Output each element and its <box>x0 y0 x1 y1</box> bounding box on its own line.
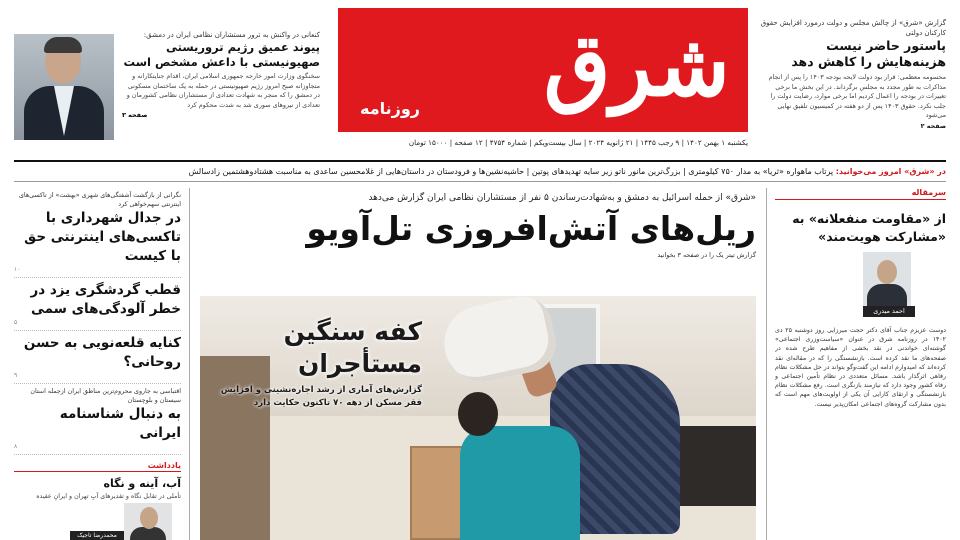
note-author-photo <box>124 503 172 540</box>
hero-subtitle: گزارش‌های آماری از رشد اجاره‌نشینی و افزایش فقر مسکن از دهه ۷۰ تاکنون حکایت دارد <box>220 385 422 408</box>
left-story-page: ۸ <box>14 443 18 450</box>
editorial-title[interactable]: از «مقاومت منفعلانه» به «مشارکت هویت‌مند» <box>792 211 946 244</box>
left-story[interactable] <box>14 278 181 331</box>
top-left-page-ref: صفحه ۳ <box>122 111 148 119</box>
note-section-label: یادداشت <box>14 461 181 472</box>
note-subtitle: تأملی در تقابل نگاه و تقدیرهای آبِ تهران و ایرانِ عقیده <box>36 493 181 500</box>
left-story-headline: به دنبال شناسنامه ایرانی <box>59 406 181 441</box>
left-story-headline: قطب گردشگری یزد در خطر آلودگی‌های سمی <box>30 282 181 317</box>
note-author-box <box>14 503 181 540</box>
left-story[interactable] <box>14 331 181 384</box>
left-column <box>14 188 190 540</box>
hero-title-line2: مستأجران <box>298 349 422 378</box>
editorial-body: دوست عزیزم جناب آقای دکتر حجت میرزایی روز دوشنبه ۲۵ دی ۱۴۰۲ در روزنامه شرق در عنوان «سیاست‌وزری اجتماعی» گوشته‌ای خواندنی در نقد بخشی از مفاهیم طرح شده در صفحه‌های ما نقد کرده است. بازنشستگی را که در مقاله‌ای نقد کرده‌اند که امیدوارم ادامه این گفت‌وگو بتواند در حل مشکلات نظام رفاهی اثرگذار باشد. مسائل متعددی در نظام تأمین اجتماعی و رفاه کشور وجود دارد که نیازمند بازنگری است. رفع مشکلات نظام بازنشستگی و ارتقای کارایی آن یکی از اولویت‌های مهم است که بدون مشارکت گروه‌های اجتماعی امکان‌پذیر نیست. <box>775 327 946 408</box>
ticker-label: در «شرق» امروز می‌خوانید: <box>835 167 946 176</box>
note-author-name: محمدرضا تاجیک <box>70 531 124 540</box>
ticker-text: پرتاب ماهواره «ثریا» به مدار ۷۵۰ کیلومتری | بزرگ‌ترین مانور ناتو زیر سایه تهدیدهای پوتین | حاشیه‌نشین‌ها و فرودستان در داستان‌هایی از غلامحسین ساعدی به مناسبت هشتادوهشتمین زادسالش <box>188 167 834 176</box>
hero-title-line1: کفه سنگین <box>283 317 422 346</box>
dateline: یکشنبه ۱ بهمن ۱۴۰۲ | ۹ رجب ۱۴۴۵ | ۲۱ ژانویه ۲۰۲۴ | سال بیست‌ویکم | شماره ۴۷۵۴ | ۱۲ صفحه | ۱۵۰۰۰ تومان <box>408 138 748 147</box>
left-story-kicker: اقتباسی به جاروی محروم‌ترین مناطق ایران ازجمله استان سیستان و بلوچستان <box>30 388 181 404</box>
lead-kicker: «شرق» از حمله اسرائیل به دمشق و به‌شهادت‌رساندن ۵ نفر از مستشاران نظامی ایران گزارش می‌دهد <box>368 193 756 203</box>
top-left-body: سخنگوی وزارت امور خارجه جمهوری اسلامی ایران، اقدام جنایتکارانه و متجاوزانه صبح امروز رژیم صهیونیستی در حمله به یک ساختمان مسکونی در دمشق را که منجر به شهادت تعدادی از مستشاران نظامی کشورمان و تعدادی از نیروهای سوری شد به شدت محکوم کرد <box>126 72 320 109</box>
author-name: احمد میدری <box>863 306 915 317</box>
left-story-kicker: نگرانی از بازگشت آشفتگی‌های شهری «بهشت» از تاکسی‌های اینترنتی سهم‌خواهی کرد <box>18 192 181 208</box>
note-title[interactable]: آب، آینه و نگاه <box>103 477 181 490</box>
editorial-section-label: سرمقاله <box>775 188 946 200</box>
top-right-body: محسومه معظمی: قرار بود دولت لایحه بودجه ۱۴۰۳ را پس از انجام مذاکرات به طور مجدد به مجلس برگرداند. در این بخش ما برخی تغییرات در بودجه را اعمال کردیم اما برخی موارد، رضایت دولت را جلب نکرد. حقوق ۱۴۰۳ پس از دو هفته در کمیسیون تلفیق نهایی می‌شود <box>768 73 946 119</box>
left-story-page: ۵ <box>14 319 18 326</box>
top-left-story[interactable] <box>14 30 320 140</box>
left-story-headline: کنایه قلعه‌نویی به حسن روحانی؟ <box>23 335 181 370</box>
logo-small: روزنامه <box>360 99 420 118</box>
top-left-title: پیوند عمیق رژیم تروریستی صهیونیستی با داعش مشخص است <box>123 40 320 69</box>
lead-story[interactable] <box>200 188 756 259</box>
hero-caption <box>212 316 422 410</box>
top-right-kicker: گزارش «شرق» از چالش مجلس و دولت درمورد افزایش حقوق کارکنان دولتی <box>760 19 946 37</box>
author-photo <box>863 252 911 312</box>
newspaper-logo <box>338 8 748 132</box>
lead-page-ref: گزارش تیتر یک را در صفحه ۳ بخوانید <box>657 251 756 259</box>
left-story[interactable] <box>14 384 181 455</box>
author-box <box>775 250 946 322</box>
top-left-kicker: کنعانی در واکنش به ترور مستشاران نظامی ایران در دمشق: <box>143 31 320 39</box>
lead-headline: ریل‌های آتش‌افروزی تل‌آویو <box>306 209 756 248</box>
top-right-title: پاستور حاضر نیست هزینه‌هایش را کاهش دهد <box>791 38 946 69</box>
hero-photo[interactable] <box>200 296 756 540</box>
contents-ticker <box>14 160 946 182</box>
spokesman-photo <box>14 34 114 140</box>
top-right-page-ref: صفحه ۲ <box>920 121 946 130</box>
left-story-headline: در جدال شهرداری با تاکسی‌های اینترنتی حق با کیست <box>24 210 181 264</box>
logo-word: شرق <box>543 15 730 116</box>
left-story-page: ۱۰ <box>14 266 21 273</box>
left-story[interactable] <box>14 188 181 278</box>
top-right-story[interactable] <box>760 18 946 130</box>
editorial-column <box>766 188 946 540</box>
left-story-page: ۹ <box>14 372 18 379</box>
